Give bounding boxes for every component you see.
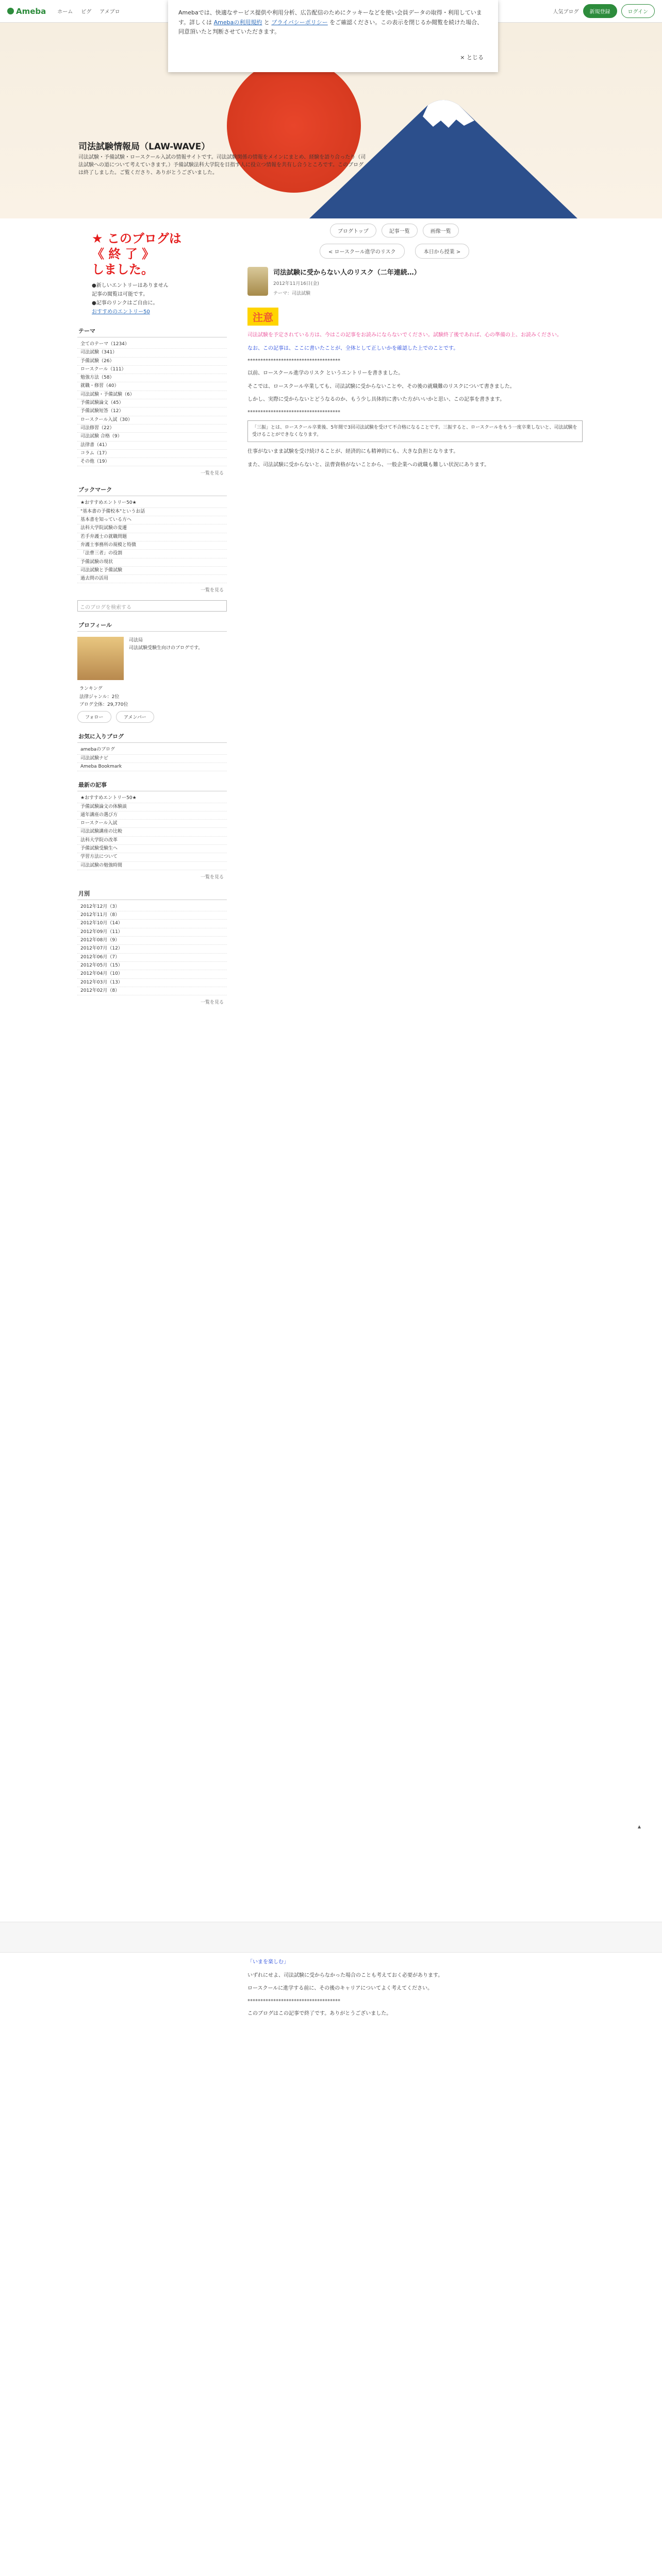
recent-entries-list [77,794,227,870]
terms-link[interactable]: Amebaの利用規約 [213,19,262,26]
tab-blog-top[interactable]: ブログトップ [330,224,376,238]
theme-item[interactable]: 予備試験論文（45） [77,399,227,408]
archive-item[interactable]: 2012年04月（10） [77,970,227,978]
signup-button[interactable]: 新規登録 [583,4,617,18]
side-share-bar [629,1824,650,1829]
article-body [247,303,583,469]
bookmark-item[interactable]: 司法試験と予備試験 [77,567,227,575]
paragraph: いずれにせよ、司法試験に受からなかった場合のことも考えておく必要があります。 [247,1972,443,1978]
favorite-blog-item[interactable]: Ameba Bookmark [77,763,227,771]
favorite-blog-item[interactable]: 司法試験ナビ [77,755,227,763]
intro-note: なお、この記事は、ここに書いたことが、全体として正しいかを確認した上でのことです。 [247,345,459,351]
prev-next-nav [320,244,583,259]
theme-list [77,341,227,466]
intro-warning: 司法試験を予定されている方は、今はこの記事をお読みにならないでください。試験終了後であれば、心の準備の上、お読みください。 [247,332,562,338]
archive-item[interactable]: 2012年02月（8） [77,987,227,995]
archive-item[interactable]: 2012年05月（15） [77,962,227,970]
favorite-blogs-heading: お気に入りブログ [77,730,227,743]
recent-entry-item[interactable]: ★おすすめエントリー50★ [77,794,227,803]
separator: ************************************ [247,409,340,415]
bookmark-item[interactable]: ★おすすめエントリー50★ [77,499,227,507]
theme-item[interactable]: 司法修習（22） [77,425,227,433]
end-notice-text: ●新しいエントリーはありません 記事の閲覧は可能です。 ●記事のリンクはご自由に。 [92,283,169,306]
consent-close-button[interactable]: × とじる [460,54,484,61]
theme-item[interactable]: コラム（17） [77,450,227,458]
blog-search-input[interactable]: このブログを検索する [77,600,227,612]
cookie-consent [168,0,498,72]
end-notice-title: ★ このブログは 《 終 了 》 しました。 [92,231,181,277]
archive-item[interactable]: 2012年06月（7） [77,954,227,962]
favorite-blogs-list [77,746,227,771]
profile-desc: 司法試験受験生向けのブログです。 [129,645,203,651]
recent-entry-item[interactable]: 予備試験受験生へ [77,845,227,853]
ranking-genre: 法律ジャンル：2位 [79,694,120,700]
top-right-nav [553,4,655,18]
nav-ameblo[interactable]: アメブロ [100,9,120,15]
recent-entry-item[interactable]: 通年講座の選び方 [77,811,227,820]
tab-image-list[interactable]: 画像一覧 [423,224,459,238]
end-notice [77,231,227,316]
paragraph: そこでは、ロースクール卒業しても、司法試験に受からないことや、その後の就職難のリスクについて書きました。 [247,383,515,389]
archive-list [77,903,227,995]
quote-line: 「いまを楽しむ」 [247,1959,289,1965]
profile-name[interactable]: 司法局 [129,638,143,643]
archive-item[interactable]: 2012年11月（8） [77,911,227,920]
logo-text: Ameba [16,6,46,16]
archive-item[interactable]: 2012年07月（12） [77,945,227,953]
blog-description: 司法試験・予備試験・ロースクール入試の情報サイトです。司法試験関係の情報をメインにまとめ、経験を語り合ったり（司法試験への道について考えていきます。）予備試験法科大学院を目指す人に役立つ情報を共有し合うところです。このブログは終了しました。ご覧くださり、ありがとうございました。 [78,155,366,176]
recent-entry-item[interactable]: 司法試験の勉強時間 [77,862,227,870]
paragraph: ロースクールに進学する前に、その後のキャリアについてよく考えてください。 [247,1986,433,1991]
ranking-label: ランキング [79,686,103,692]
definition-box: 「三振」とは、ロースクール卒業後、5年間で3回司法試験を受けて不合格になることです。三振すると、ロースクールをもう一度卒業しないと、司法試験を受けることができなくなります。 [247,420,583,443]
theme-heading: テーマ [77,325,227,337]
article-body-continued [247,1958,583,2576]
recent-entry-item[interactable]: 学習方法について [77,853,227,861]
recent-entry-item[interactable]: 予備試験論文の体験談 [77,803,227,811]
profile-picture[interactable] [77,637,124,680]
recent-more-link[interactable]: 一覧を見る [200,874,224,880]
amember-button[interactable]: アメンバー [116,711,154,723]
recent-entry-item[interactable]: ロースクール入試 [77,820,227,828]
bookmark-list [77,499,227,583]
article-theme[interactable]: テーマ：司法試験 [273,291,311,296]
profile-block [77,637,227,680]
popular-blog-link[interactable]: 人気ブログ [553,9,579,15]
paragraph: また、司法試験に受からないと、法曹資格がないことから、一般企業への就職も難しい状況にあります。 [247,462,490,468]
favorite-blog-item[interactable]: amebaのブログ [77,746,227,754]
nav-home[interactable]: ホーム [57,9,73,15]
nav-pigg[interactable]: ピグ [81,9,92,15]
article-title[interactable]: 司法試験に受からない人のリスク（二年連続…） [273,269,421,277]
theme-item[interactable]: 就職・修習（40） [77,382,227,391]
theme-item[interactable]: その他（19） [77,458,227,466]
tab-entry-list[interactable]: 記事一覧 [382,224,418,238]
paragraph: しかし、実際に受からないとどうなるのか、もう少し具体的に書いた方がいいかと思い、この記事を書きます。 [247,397,505,402]
follow-button[interactable]: フォロー [77,711,111,723]
theme-item[interactable]: 司法試験 合格（9） [77,433,227,441]
theme-item[interactable]: 司法試験・予備試験（6） [77,391,227,399]
bookmark-item[interactable]: 弁護士事務所の規模と特徴 [77,541,227,550]
profile-heading: プロフィール [77,619,227,632]
caution-label: 注意 [247,308,278,326]
theme-item[interactable]: 勉強方法（58） [77,374,227,382]
content-area [77,218,585,1919]
closing-line: このブログはこの記事で終了です。ありがとうございました。 [247,2010,392,2016]
bookmark-more-link[interactable]: 一覧を見る [200,588,224,594]
theme-item[interactable]: 予備試験（26） [77,358,227,366]
theme-item[interactable]: 全てのテーマ（1234） [77,341,227,349]
bookmark-heading: ブックマーク [77,483,227,496]
bookmark-item[interactable]: 「法曹三者」の役割 [77,550,227,558]
top-nav [57,7,120,15]
recent-entries-heading: 最新の記事 [77,778,227,791]
ameba-logo[interactable] [7,7,46,16]
archive-more-link[interactable]: 一覧を見る [200,1000,224,1006]
main-column [247,218,583,473]
theme-item[interactable]: 司法試験（341） [77,349,227,357]
login-button[interactable]: ログイン [621,4,655,18]
author-avatar[interactable] [247,267,268,296]
separator: ************************************ [247,1998,340,2004]
bookmark-item[interactable]: 法科大学院試験の変遷 [77,524,227,533]
theme-item[interactable]: ロースクール（111） [77,366,227,374]
recommended-entries-link[interactable]: おすすめのエントリー50 [92,309,150,315]
archive-item[interactable]: 2012年10月（14） [77,920,227,928]
article-header [247,267,583,296]
paragraph: 以前、ロースクール進学のリスク というエントリーを書きました。 [247,370,404,376]
next-entry-button[interactable]: 本日から授業 > [415,244,470,259]
consent-mid: と [262,19,272,26]
ranking-all: ブログ全体：29,770位 [79,702,128,708]
theme-item[interactable]: 法律書（41） [77,442,227,450]
share-icon[interactable]: ▲ [637,1824,641,1829]
blog-tabs [330,224,583,238]
archive-heading: 月別 [77,887,227,900]
page-divider [0,1922,662,1953]
sidebar [77,218,232,1005]
archive-item[interactable]: 2012年12月（3） [77,903,227,911]
bookmark-item[interactable]: 予備試験の現状 [77,558,227,567]
archive-item[interactable]: 2012年09月（11） [77,928,227,937]
archive-item[interactable]: 2012年08月（9） [77,937,227,945]
consent-text: Amebaでは、快適なサービス提供や利用分析、広告配信のためにクッキーなどを使い会員データの取得・利用しています。詳しくは [178,9,482,26]
separator: ************************************ [247,358,340,364]
bookmark-item[interactable]: "基本書の予備校本"というお話 [77,508,227,516]
mount-fuji-image [309,84,577,218]
ameba-logo-icon [7,8,14,14]
consent-tail: をご確認ください。この表示を閉じるか閲覧を続けた場合、同意頂いたと判断させていただきます。 [178,19,483,36]
theme-more-link[interactable]: 一覧を見る [200,471,224,477]
bookmark-item[interactable]: 基本書を知っている方へ [77,516,227,524]
recent-entry-item[interactable]: 法科大学院の改革 [77,837,227,845]
privacy-link[interactable]: プライバシーポリシー [271,19,328,26]
paragraph: 仕事がないまま試験を受け続けることが、経済的にも精神的にも、大きな負担となります。 [247,449,459,455]
bookmark-item[interactable]: 若手弁護士の就職問題 [77,533,227,541]
blog-title[interactable]: 司法試験情報局（LAW-WAVE） [78,142,210,152]
theme-item[interactable]: 予備試験短答（12） [77,408,227,416]
theme-item[interactable]: ロースクール入試（30） [77,416,227,425]
ranking [77,685,227,709]
recent-entry-item[interactable]: 司法試験講座の比較 [77,828,227,836]
prev-entry-button[interactable]: < ロースクール進学のリスク [320,244,405,259]
bookmark-item[interactable]: 過去問の活用 [77,575,227,583]
archive-item[interactable]: 2012年03月（13） [77,979,227,987]
article-date: 2012年11月16日(金) [273,281,319,286]
